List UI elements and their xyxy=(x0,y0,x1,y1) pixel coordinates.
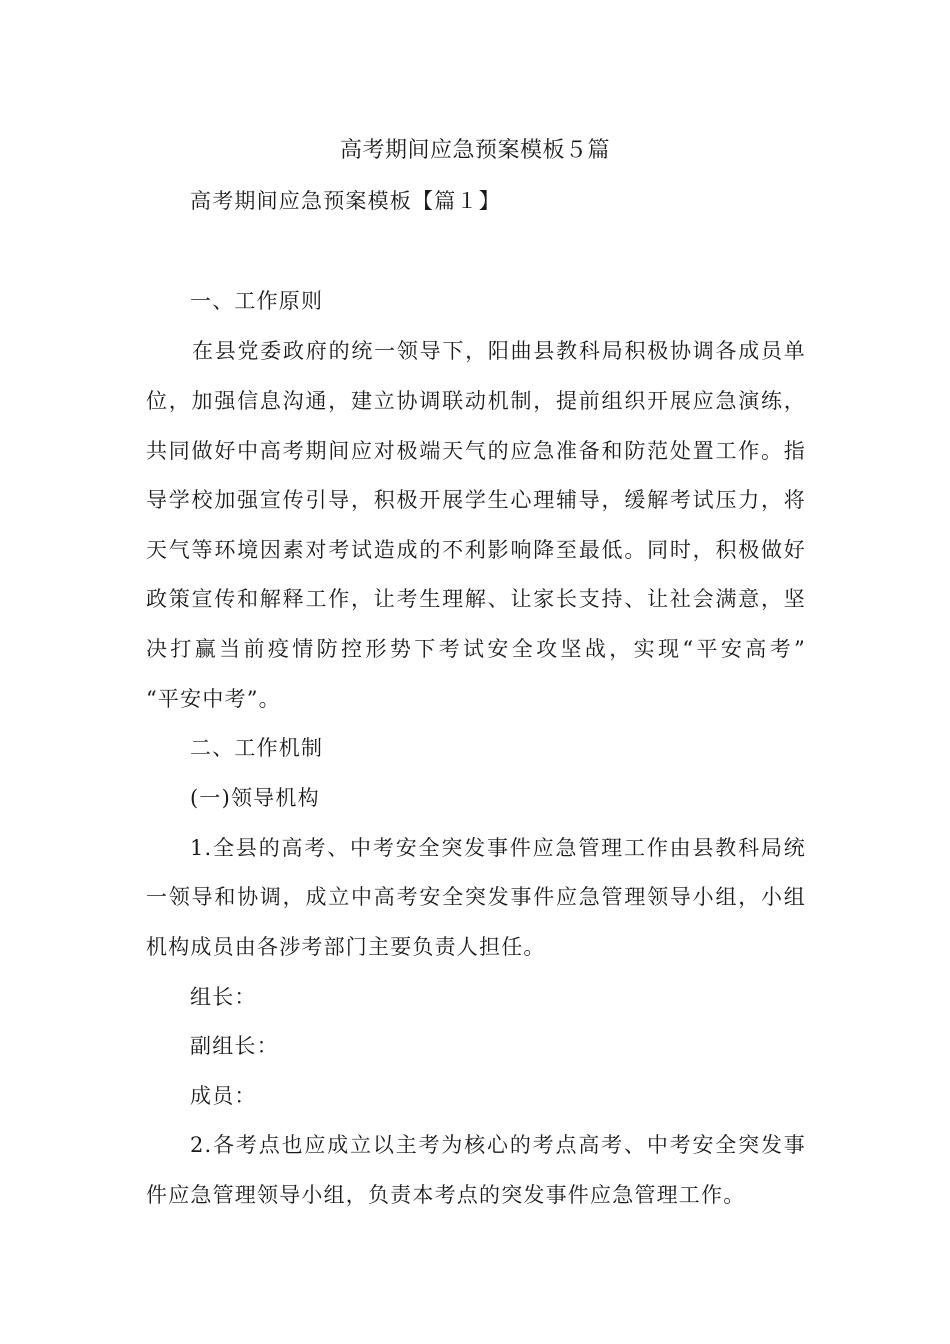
leader-label: 组长： xyxy=(190,985,257,1009)
members-label: 成员： xyxy=(190,1084,257,1108)
section-heading-principles: 一、工作原则 xyxy=(190,289,324,313)
paragraph-line: “平安中考”。 xyxy=(146,687,281,711)
paragraph-line: 共同做好中高考期间应对极端天气的应急准备和防范处置工作。指 xyxy=(146,439,806,463)
subsection-heading-leadership: (一)领导机构 xyxy=(190,786,320,810)
paragraph-line: 天气等环境因素对考试造成的不利影响降至最低。同时，积极做好 xyxy=(146,538,806,562)
paragraph-line: 位，加强信息沟通，建立协调联动机制，提前组织开展应急演练， xyxy=(146,389,806,413)
paragraph-line: 机构成员由各涉考部门主要负责人担任。 xyxy=(146,935,546,959)
paragraph-line: 决打赢当前疫情防控形势下考试安全攻坚战，实现“平安高考” xyxy=(146,637,806,661)
paragraph-line: 导学校加强宣传引导，积极开展学生心理辅导，缓解考试压力，将 xyxy=(146,488,806,512)
paragraph-line: 件应急管理领导小组，负责本考点的突发事件应急管理工作。 xyxy=(146,1183,746,1207)
document-subtitle: 高考期间应急预案模板【篇１】 xyxy=(190,189,501,213)
deputy-leader-label: 副组长： xyxy=(190,1034,279,1058)
section-heading-mechanism: 二、工作机制 xyxy=(190,736,324,760)
document-title: 高考期间应急预案模板５篇 xyxy=(339,138,610,163)
paragraph-line: 在县党委政府的统一领导下，阳曲县教科局积极协调各成员单 xyxy=(192,339,806,363)
paragraph-line: 2.各考点也应成立以主考为核心的考点高考、中考安全突发事 xyxy=(190,1133,806,1157)
paragraph-line: 政策宣传和解释工作，让考生理解、让家长支持、让社会满意，坚 xyxy=(146,587,806,611)
paragraph-line: 一领导和协调，成立中高考安全突发事件应急管理领导小组，小组 xyxy=(146,885,806,909)
paragraph-line: 1.全县的高考、中考安全突发事件应急管理工作由县教科局统 xyxy=(190,836,806,860)
